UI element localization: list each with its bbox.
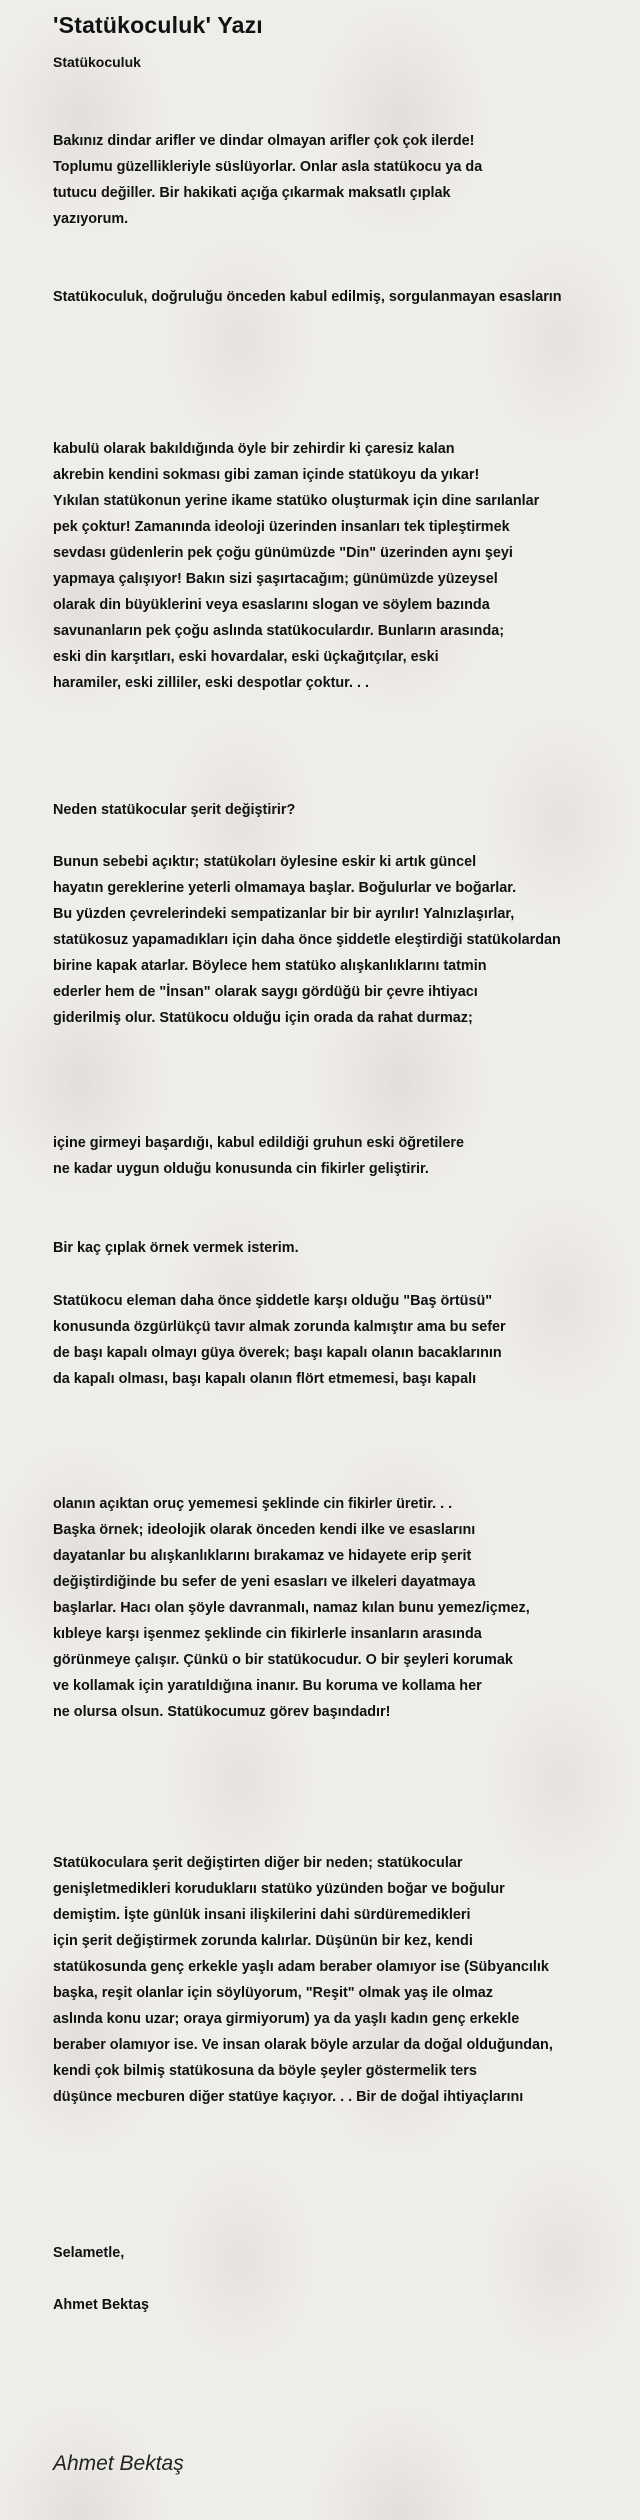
text-line: giderilmiş olur. Statükocu olduğu için orada da rahat durmaz;: [53, 1010, 473, 1026]
text-line: düşünce mecburen diğer statüye kaçıyor. . . Bir de doğal ihtiyaçlarını: [53, 2089, 524, 2105]
poem-subtitle: Statükoculuk: [53, 54, 141, 70]
text-line: içine girmeyi başardığı, kabul edildiği gruhun eski öğretilere: [53, 1135, 465, 1151]
text-line: de başı kapalı olmayı güya överek; başı kapalı olanın bacaklarının: [53, 1345, 502, 1361]
text-line: Bu yüzden çevrelerindeki sempatizanlar bir bir ayrılır! Yalnızlaşırlar,: [53, 906, 515, 922]
text-line: beraber olamıyor ise. Ve insan olarak böyle arzular da doğal olduğundan,: [53, 2037, 553, 2053]
text-line: pek çoktur! Zamanında ideoloji üzerinden insanları tek tipleştirmek: [53, 519, 510, 535]
text-line: da kapalı olması, başı kapalı olanın flört etmemesi, başı kapalı: [53, 1371, 477, 1387]
text-line: Statükoculara şerit değiştirten diğer bir neden; statükocular: [53, 1855, 463, 1871]
text-line: aslında konu uzar; oraya girmiyorum) ya da yaşlı kadın genç erkekle: [53, 2011, 520, 2027]
text-line: Bir kaç çıplak örnek vermek isterim.: [53, 1240, 299, 1256]
stanza-9: [53, 1491, 628, 1725]
stanza-10: [53, 1850, 628, 2110]
text-line: hayatın gereklerine yeterli olmamaya başlar. Boğulurlar ve boğarlar.: [53, 880, 517, 896]
text-line: ne olursa olsun. Statükocumuz görev başındadır!: [53, 1704, 391, 1720]
text-line: kabulü olarak bakıldığında öyle bir zehirdir ki çaresiz kalan: [53, 441, 455, 457]
text-line: Bunun sebebi açıktır; statükoları öylesine eskir ki artık güncel: [53, 854, 477, 870]
text-line: sevdası güdenlerin pek çoğu günümüzde "Din" üzerinden aynı şeyi: [53, 545, 513, 561]
text-line: Yıkılan statükonun yerine ikame statüko oluşturmak için dine sarılanlar: [53, 493, 540, 509]
stanza-8: [53, 1288, 628, 1392]
stanza-2: [53, 284, 628, 310]
text-line: Neden statükocular şerit değiştirir?: [53, 802, 296, 818]
author-name: [53, 2292, 628, 2318]
stanza-3: [53, 436, 628, 696]
text-line: genişletmedikleri koruduklarıı statüko yüzünden boğar ve boğulur: [53, 1881, 505, 1897]
text-line: başka, reşit olanlar için söylüyorum, "Reşit" olmak yaş ile olmaz: [53, 1985, 493, 2001]
text-line: dayatanlar bu alışkanlıklarını bırakamaz ve hidayete erip şerit: [53, 1548, 472, 1564]
author-signature: Ahmet Bektaş: [53, 2452, 184, 2475]
text-line: statükosunda genç erkekle yaşlı adam beraber olamıyor ise (Sübyancılık: [53, 1959, 549, 1975]
text-line: Ahmet Bektaş: [53, 2297, 149, 2313]
text-line: Başka örnek; ideolojik olarak önceden kendi ilke ve esaslarını: [53, 1522, 476, 1538]
stanza-5: [53, 849, 628, 1031]
poem-title: 'Statükoculuk' Yazı: [53, 12, 263, 38]
text-line: statükosuz yapamadıkları için daha önce şiddetle eleştirdiği statükolardan: [53, 932, 561, 948]
text-line: Bakınız dindar arifler ve dindar olmayan arifler çok çok ilerde!: [53, 133, 475, 149]
text-line: Selametle,: [53, 2245, 125, 2261]
text-line: tutucu değiller. Bir hakikati açığa çıkarmak maksatlı çıplak: [53, 185, 451, 201]
text-line: Statükocu eleman daha önce şiddetle karşı olduğu "Baş örtüsü": [53, 1293, 493, 1309]
text-line: olarak din büyüklerini veya esaslarını slogan ve söylem bazında: [53, 597, 490, 613]
text-line: eski din karşıtları, eski hovardalar, eski üçkağıtçılar, eski: [53, 649, 439, 665]
stanza-4: [53, 797, 628, 823]
text-line: demiştim. İşte günlük insani ilişkilerini dahi sürdüremedikleri: [53, 1907, 471, 1923]
text-line: haramiler, eski zilliler, eski despotlar çoktur. . .: [53, 675, 369, 691]
text-line: ne kadar uygun olduğu konusunda cin fikirler geliştirir.: [53, 1161, 429, 1177]
text-line: birine kapak atarlar. Böylece hem statüko alışkanlıklarını tatmin: [53, 958, 487, 974]
text-line: ederler hem de "İnsan" olarak saygı gördüğü bir çevre ihtiyacı: [53, 984, 478, 1000]
text-line: savunanların pek çoğu aslında statükoculardır. Bunların arasında;: [53, 623, 505, 639]
closing-salutation: [53, 2240, 628, 2266]
text-line: konusunda özgürlükçü tavır almak zorunda kalmıştır ama bu sefer: [53, 1319, 506, 1335]
text-line: akrebin kendini sokması gibi zaman içinde statükoyu da yıkar!: [53, 467, 480, 483]
text-line: değiştirdiğinde bu sefer de yeni esasları ve ilkeleri dayatmaya: [53, 1574, 476, 1590]
stanza-1: [53, 128, 628, 232]
text-line: Statükoculuk, doğruluğu önceden kabul edilmiş, sorgulanmayan esasların: [53, 289, 562, 305]
text-line: görünmeye çalışır. Çünkü o bir statükocudur. O bir şeyleri korumak: [53, 1652, 513, 1668]
text-line: olanın açıktan oruç yememesi şeklinde cin fikirler üretir. . .: [53, 1496, 453, 1512]
stanza-7: [53, 1235, 628, 1261]
text-line: kendi çok bilmiş statükosuna da böyle şeyler göstermelik ters: [53, 2063, 477, 2079]
stanza-6: [53, 1130, 628, 1182]
text-line: için şerit değiştirmek zorunda kalırlar. Düşünün bir kez, kendi: [53, 1933, 473, 1949]
text-line: kıbleye karşı işenmez şeklinde cin fikirlerle insanların arasında: [53, 1626, 482, 1642]
text-line: yazıyorum.: [53, 211, 129, 227]
text-line: başlarlar. Hacı olan şöyle davranmalı, namaz kılan bunu yemez/içmez,: [53, 1600, 530, 1616]
text-line: ve kollamak için yaratıldığına inanır. Bu koruma ve kollama her: [53, 1678, 482, 1694]
text-line: yapmaya çalışıyor! Bakın sizi şaşırtacağım; günümüzde yüzeysel: [53, 571, 498, 587]
text-line: Toplumu güzellikleriyle süslüyorlar. Onlar asla statükocu ya da: [53, 159, 483, 175]
